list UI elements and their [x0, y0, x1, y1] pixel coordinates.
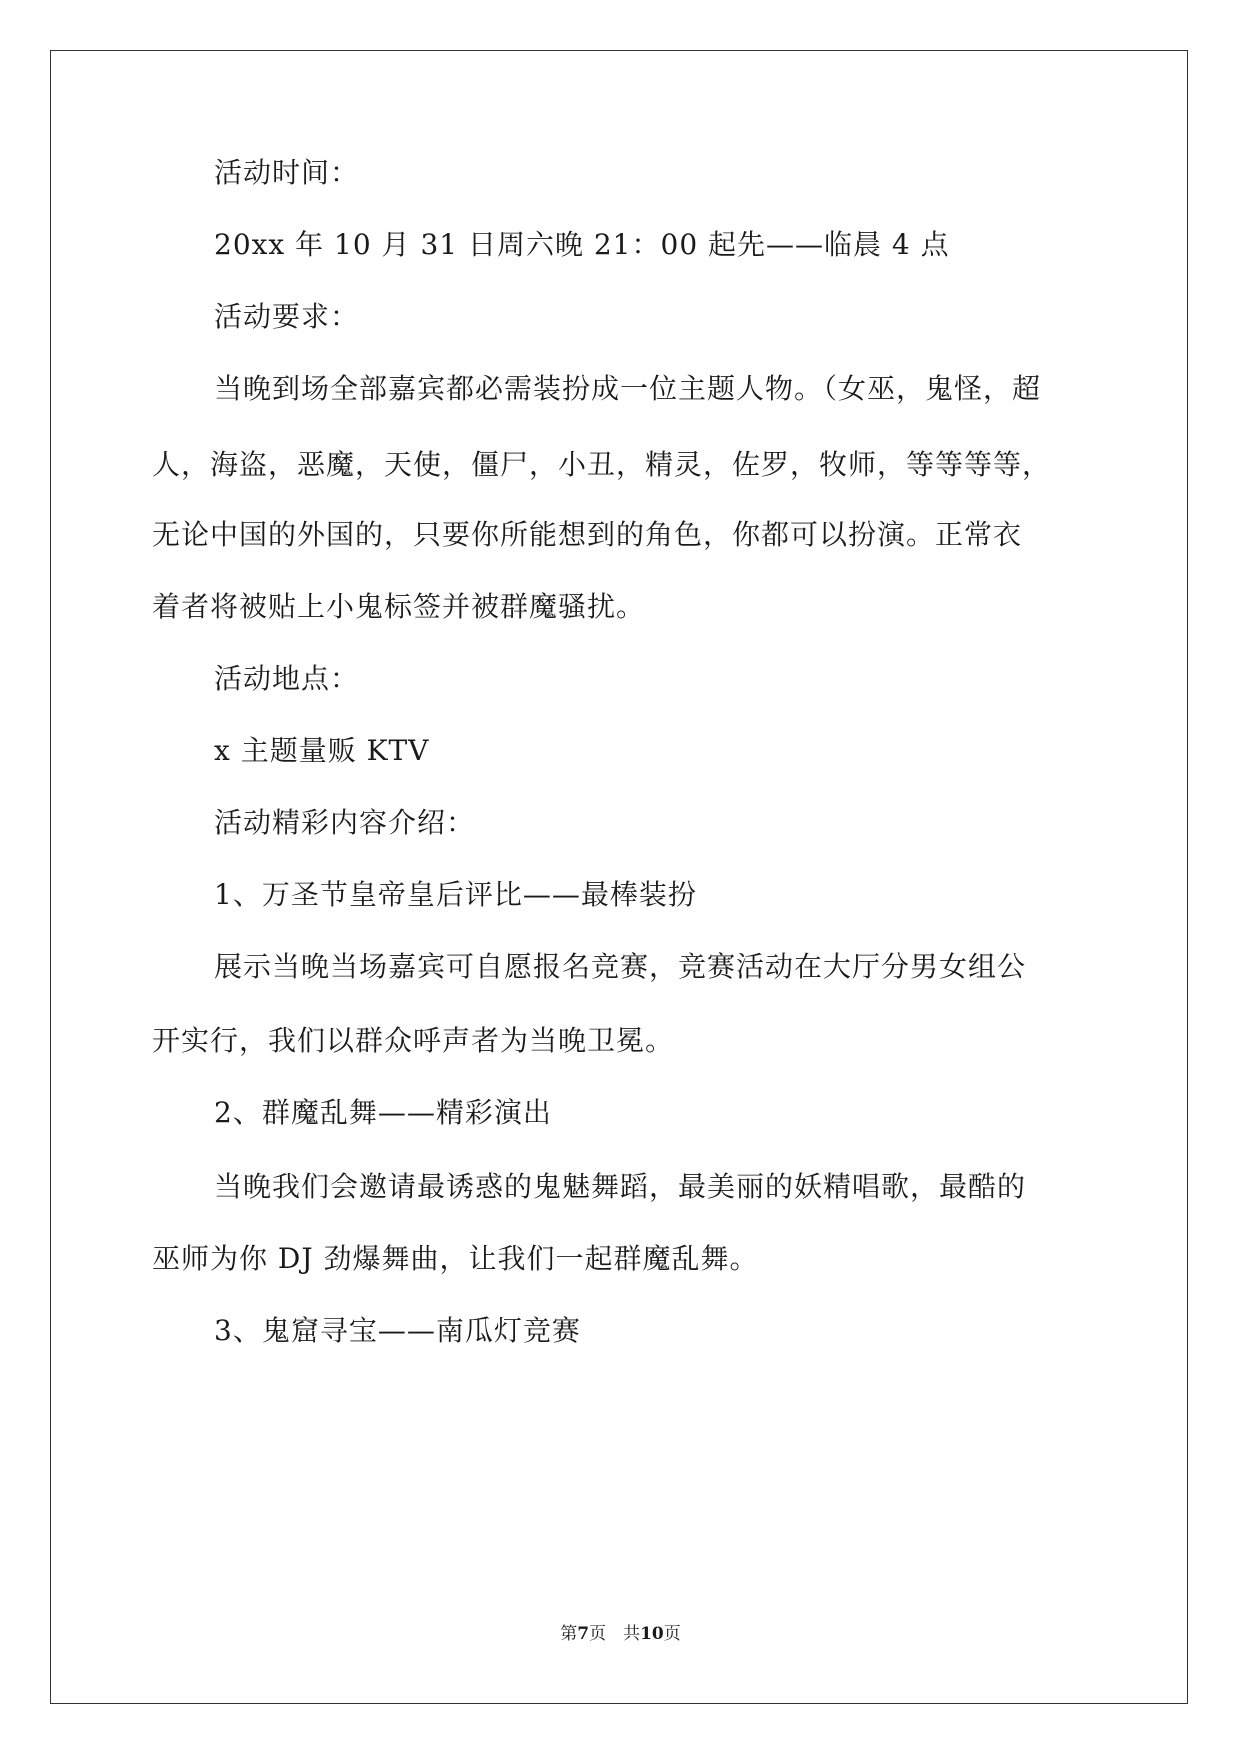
- paragraph-item-1-line-1: 展示当晚当场嘉宾可自愿报名竞赛，竞赛活动在大厅分男女组公: [214, 950, 1027, 983]
- page-current: 7: [577, 1624, 590, 1644]
- paragraph-item-3-title: 3、鬼窟寻宝——南瓜灯竞赛: [214, 1314, 581, 1347]
- paragraph-requirements-line-2: 人，海盗，恶魔，天使，僵尸，小丑，精灵，佐罗，牧师，等等等等，: [152, 448, 1052, 481]
- paragraph-item-2-line-2: 巫师为你 DJ 劲爆舞曲，让我们一起群魔乱舞。: [152, 1242, 759, 1275]
- page-footer: [0, 1622, 1241, 1646]
- page-label-prefix: 第: [560, 1624, 578, 1644]
- paragraph-item-2-title: 2、群魔乱舞——精彩演出: [214, 1096, 552, 1129]
- page-label-mid: 页 共: [589, 1624, 641, 1644]
- paragraph-heading-location: 活动地点：: [214, 662, 360, 695]
- paragraph-heading-time: 活动时间：: [214, 156, 360, 189]
- page-total: 10: [640, 1624, 664, 1644]
- paragraph-requirements-line-3: 无论中国的外国的，只要你所能想到的角色，你都可以扮演。正常衣: [152, 518, 1023, 551]
- paragraph-item-1-line-2: 开实行，我们以群众呼声者为当晚卫冕。: [152, 1024, 675, 1057]
- paragraph-time-value: 20xx 年 10 月 31 日周六晚 21：00 起先——临晨 4 点: [214, 228, 950, 261]
- paragraph-item-2-line-1: 当晚我们会邀请最诱惑的鬼魅舞蹈，最美丽的妖精唱歌，最酷的: [214, 1170, 1027, 1203]
- paragraph-heading-requirements: 活动要求：: [214, 300, 360, 333]
- paragraph-heading-content: 活动精彩内容介绍：: [214, 806, 476, 839]
- paragraph-item-1-title: 1、万圣节皇帝皇后评比——最棒装扮: [214, 878, 697, 911]
- paragraph-requirements-line-1: 当晚到场全部嘉宾都必需装扮成一位主题人物。（女巫，鬼怪，超: [214, 372, 1042, 405]
- paragraph-location-value: x 主题量贩 KTV: [214, 734, 430, 767]
- paragraph-requirements-line-4: 着者将被贴上小鬼标签并被群魔骚扰。: [152, 590, 646, 623]
- page-label-suffix: 页: [663, 1624, 681, 1644]
